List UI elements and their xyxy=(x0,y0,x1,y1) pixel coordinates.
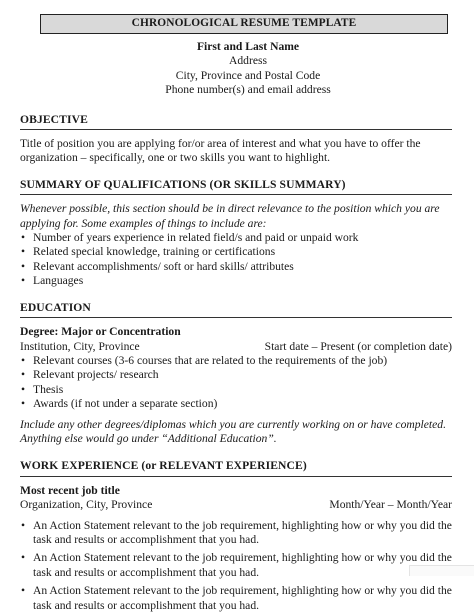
address-line: Address xyxy=(229,54,267,68)
list-item xyxy=(20,519,452,548)
document-title: CHRONOLOGICAL RESUME TEMPLATE xyxy=(40,14,448,34)
list-item-text: Awards (if not under a separate section) xyxy=(33,397,218,411)
bullet-icon: • xyxy=(21,382,26,396)
bullet-icon: • xyxy=(21,551,26,565)
list-item xyxy=(20,383,452,397)
list-item xyxy=(20,231,452,245)
education-heading: EDUCATION xyxy=(20,301,452,318)
bullet-icon: • xyxy=(21,231,26,245)
list-item-text: task and results or accomplishment that you had. xyxy=(33,565,260,579)
list-item-text: Relevant courses (3-6 courses that are related to the requirements of the job) xyxy=(33,353,388,367)
list-item xyxy=(20,397,452,411)
full-name: First and Last Name xyxy=(196,40,300,53)
list-item-text: Thesis xyxy=(33,382,64,396)
summary-list xyxy=(20,231,452,289)
bullet-icon: • xyxy=(21,245,26,259)
education-note-2: Anything else would go under “Additional Education”. xyxy=(20,431,277,445)
resume-page xyxy=(20,14,452,613)
list-item xyxy=(20,245,452,259)
institution-text: Institution, City, Province xyxy=(20,339,140,353)
bullet-icon: • xyxy=(21,274,26,288)
objective-text-2: organization – specifically, one or two skills you want to highlight. xyxy=(20,151,331,165)
list-item-text: Relevant accomplishments/ soft or hard skills/ attributes xyxy=(33,259,294,273)
list-item xyxy=(20,354,452,368)
education-dates: Start date – Present (or completion date) xyxy=(264,339,452,353)
list-item xyxy=(20,368,452,382)
bullet-icon: • xyxy=(21,518,26,532)
list-item-text: An Action Statement relevant to the job requirement, highlighting how or why you did the xyxy=(33,584,452,598)
list-item-text: An Action Statement relevant to the job requirement, highlighting how or why you did the xyxy=(33,518,452,532)
list-item-text: task and results or accomplishment that you had. xyxy=(33,532,260,546)
bullet-icon: • xyxy=(21,397,26,411)
objective-section xyxy=(20,113,452,166)
objective-heading: OBJECTIVE xyxy=(20,113,452,130)
job-title: Most recent job title xyxy=(20,483,120,497)
summary-section xyxy=(20,178,452,289)
objective-text-1: Title of position you are applying for/or area of interest and what you have to offer the xyxy=(20,137,421,151)
bullet-icon: • xyxy=(21,259,26,273)
work-heading: WORK EXPERIENCE (or RELEVANT EXPERIENCE) xyxy=(20,459,452,476)
contact-line: Phone number(s) and email address xyxy=(165,83,331,97)
organization-row xyxy=(20,498,452,512)
degree-line: Degree: Major or Concentration xyxy=(20,325,181,339)
work-list xyxy=(20,519,452,613)
list-item-text: Languages xyxy=(33,274,84,288)
work-dates: Month/Year – Month/Year xyxy=(329,498,452,512)
list-item-text: task and results or accomplishment that you had. xyxy=(33,598,260,612)
summary-intro-2: applying for. Some examples of things to include are: xyxy=(20,216,267,230)
list-item-text: Number of years experience in related field/s and paid or unpaid work xyxy=(33,231,359,245)
list-item-text: Related special knowledge, training or certifications xyxy=(33,245,276,259)
city-line: City, Province and Postal Code xyxy=(175,68,321,82)
bullet-icon: • xyxy=(21,353,26,367)
bullet-icon: • xyxy=(21,584,26,598)
list-item xyxy=(20,260,452,274)
list-item xyxy=(20,584,452,613)
list-item-text: An Action Statement relevant to the job requirement, highlighting how or why you did the xyxy=(33,551,452,565)
work-section xyxy=(20,459,452,613)
contact-header xyxy=(44,40,452,98)
institution-row xyxy=(20,340,452,354)
summary-heading: SUMMARY OF QUALIFICATIONS (OR SKILLS SUMMARY) xyxy=(20,178,452,195)
organization-text: Organization, City, Province xyxy=(20,498,153,512)
bullet-icon: • xyxy=(21,368,26,382)
summary-intro-1: Whenever possible, this section should be in direct relevance to the position which you are xyxy=(20,202,440,216)
list-item xyxy=(20,274,452,288)
page-corner-decoration xyxy=(409,565,474,576)
education-note-1: Include any other degrees/diplomas which you are currently working on or have completed. xyxy=(20,417,446,431)
list-item-text: Relevant projects/ research xyxy=(33,368,159,382)
education-section xyxy=(20,301,452,447)
list-item xyxy=(20,551,452,580)
education-list xyxy=(20,354,452,412)
